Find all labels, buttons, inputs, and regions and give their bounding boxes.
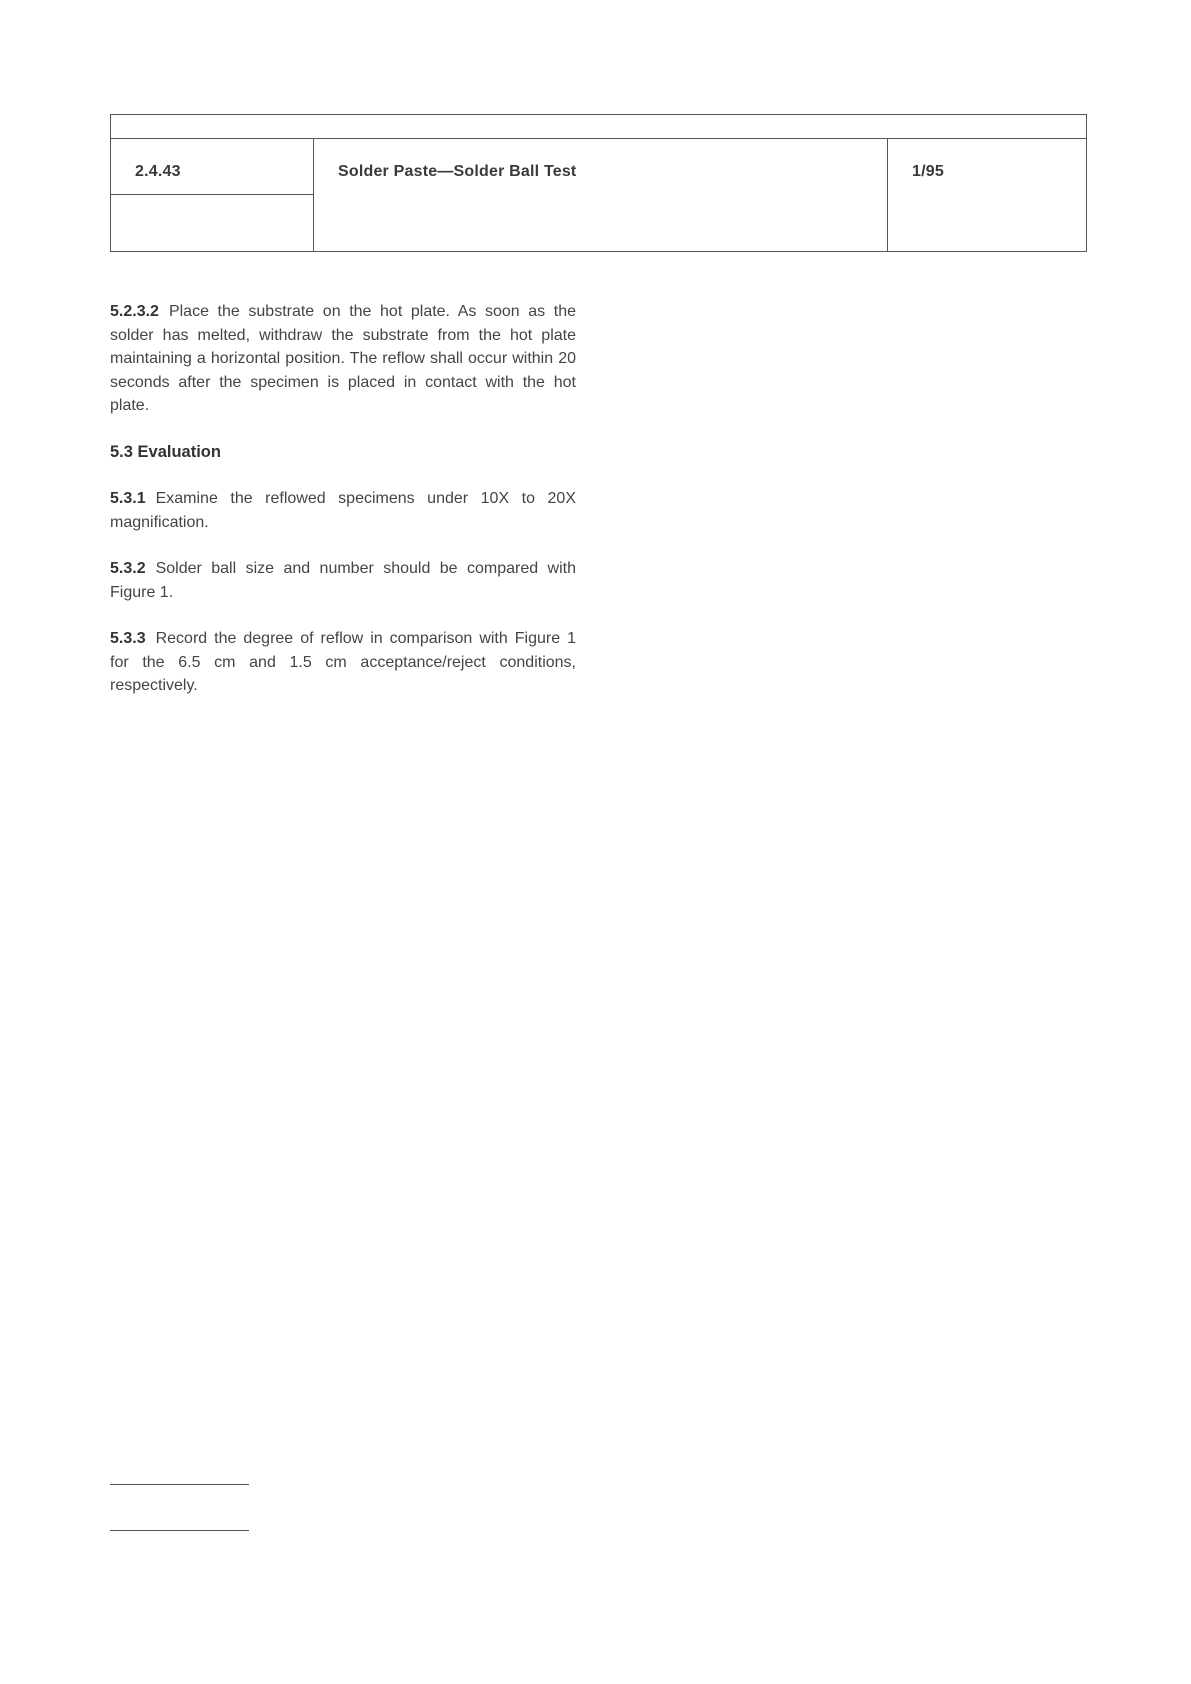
section-heading-evaluation: 5.3 Evaluation [110, 442, 221, 461]
paragraph-5-2-3-2 [110, 300, 576, 418]
paragraph-text: Place the substrate on the hot plate. As soon as the solder has melted, withdraw the substrate from the hot plate maintaining a horizontal position. The reflow shall occur within 20 seconds after the specimen is placed in contact with the hot plate. [110, 303, 576, 414]
paragraph-5-3-2 [110, 557, 576, 604]
document-title: Solder Paste—Solder Ball Test [338, 163, 577, 180]
paragraph-number: 5.2.3.2 [110, 303, 159, 320]
paragraph-text: Solder ball size and number should be compared with Figure 1. [110, 560, 576, 601]
paragraph-number: 5.3.2 [110, 560, 146, 577]
footnote-rule [110, 1484, 249, 1485]
header-number-top [111, 139, 313, 195]
header-date-cell [888, 139, 1086, 251]
header-top-bar [111, 115, 1086, 139]
header-table [110, 114, 1087, 252]
header-number-cell [111, 139, 314, 251]
document-number: 2.4.43 [135, 163, 181, 180]
document-date: 1/95 [912, 163, 944, 180]
body-column [110, 300, 576, 721]
paragraph-5-3-1 [110, 487, 576, 534]
paragraph-text: Record the degree of reflow in comparison with Figure 1 for the 6.5 cm and 1.5 cm acceptance/reject conditions, respectively. [110, 630, 576, 694]
paragraph-number: 5.3.1 [110, 490, 146, 507]
paragraph-5-3-3 [110, 627, 576, 698]
paragraph-text: Examine the reflowed specimens under 10X to 20X magnification. [110, 490, 576, 531]
header-title-cell [314, 139, 888, 251]
footnote-rule [110, 1530, 249, 1531]
paragraph-number: 5.3.3 [110, 630, 146, 647]
